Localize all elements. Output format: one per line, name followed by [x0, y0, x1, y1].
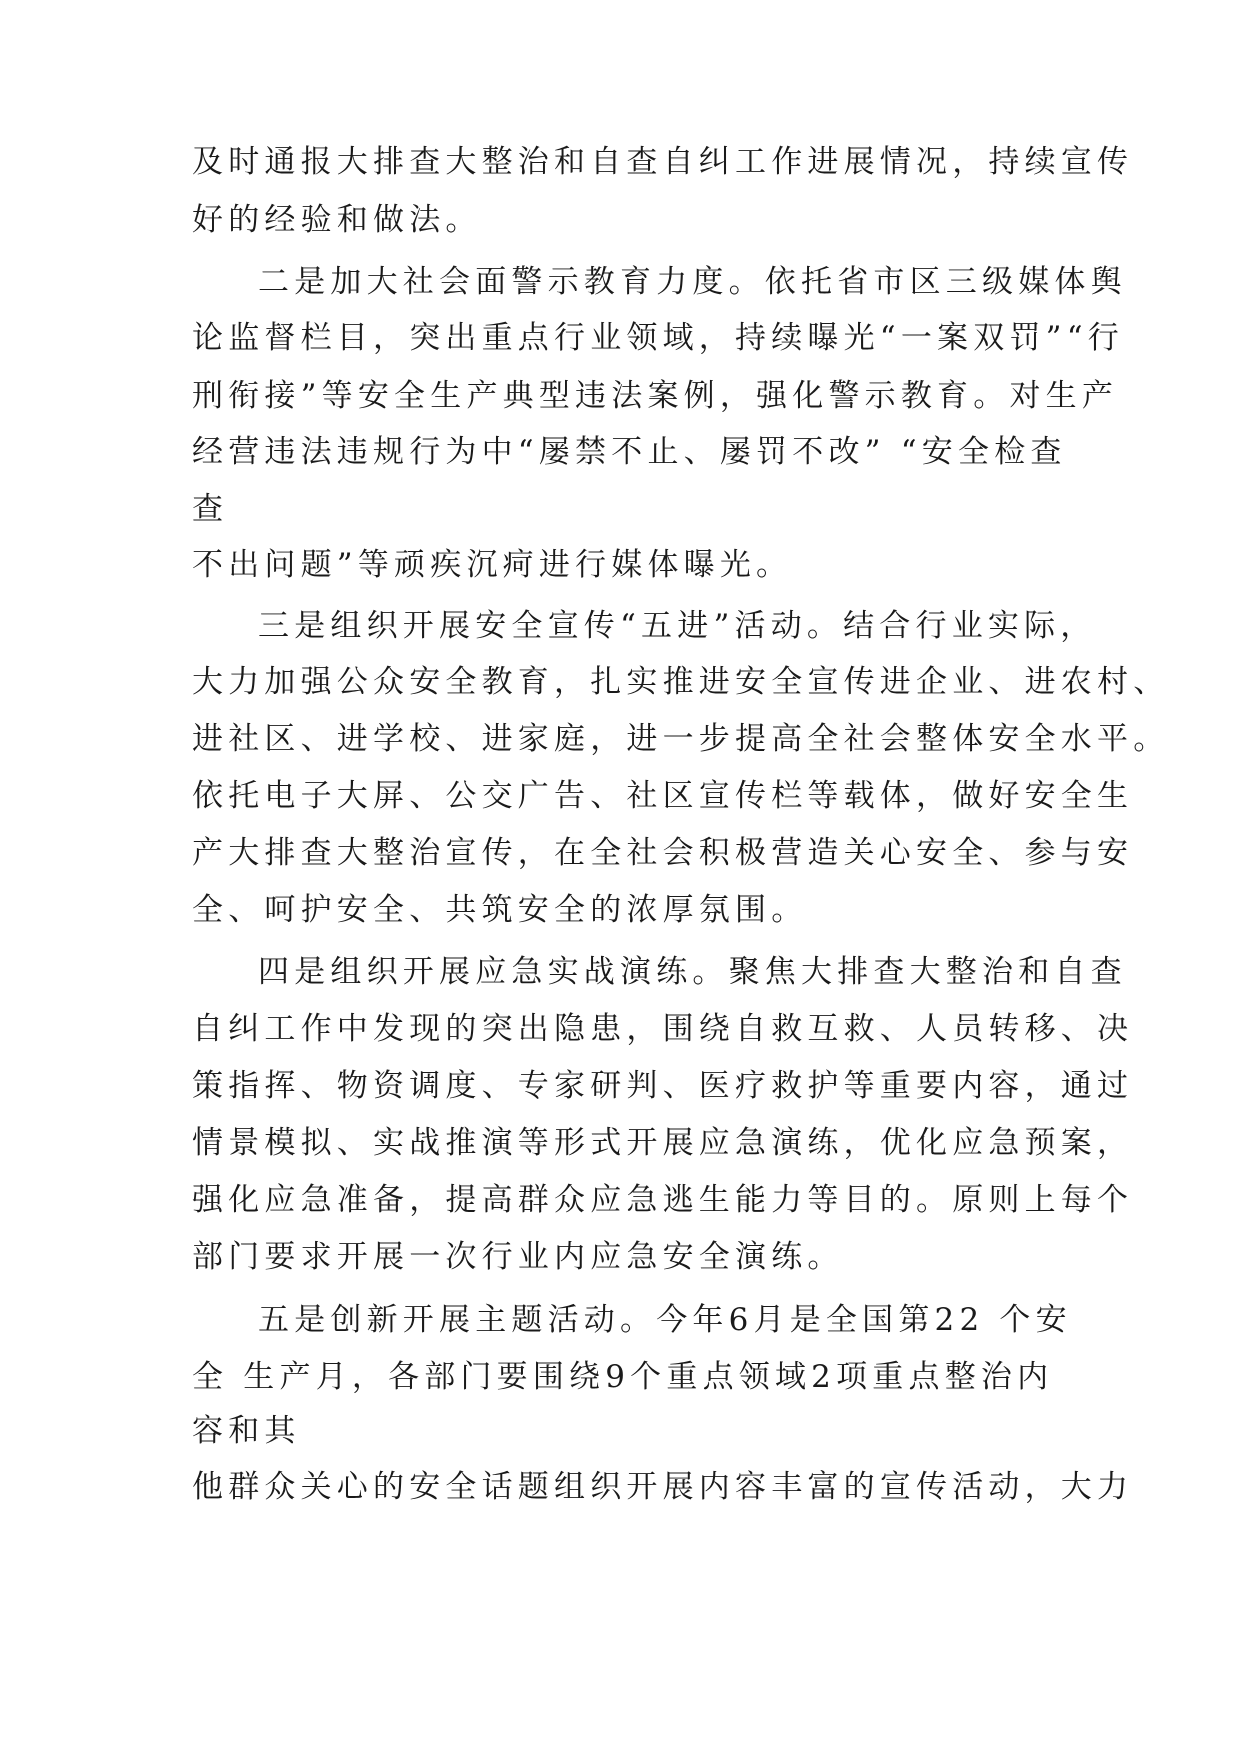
text-line: 大力加强公众安全教育，扎实推进安全宣传进企业、进农村、	[192, 664, 1170, 700]
text-line: 依托电子大屏、公交广告、社区宣传栏等载体，做好安全生	[192, 778, 1134, 814]
text-line: 情景模拟、实战推演等形式开展应急演练，优化应急预案，	[192, 1125, 1134, 1161]
text-line: 及时通报大排查大整治和自查自纠工作进展情况，持续宣传	[192, 144, 1134, 180]
text-line: 部门要求开展一次行业内应急安全演练。	[192, 1239, 844, 1275]
text-line: 自纠工作中发现的突出隐患，围绕自救互救、人员转移、决	[192, 1011, 1134, 1047]
paragraph-3-first-line: 三是组织开展安全宣传“五进”活动。结合行业实际，	[258, 608, 1097, 644]
text-line: 不出问题”等顽疾沉疴进行媒体曝光。	[192, 547, 793, 583]
text-line: 他群众关心的安全话题组织开展内容丰富的宣传活动，大力	[192, 1469, 1134, 1505]
paragraph-5-first-line: 五是创新开展主题活动。今年6月是全国第22 个安	[258, 1302, 1072, 1338]
text-line: 论监督栏目，突出重点行业领域，持续曝光“一案双罚”“行	[192, 320, 1124, 356]
paragraph-4-first-line: 四是组织开展应急实战演练。聚焦大排查大整治和自查	[258, 954, 1127, 990]
text-line: 查	[192, 491, 229, 527]
paragraph-2-first-line: 二是加大社会面警示教育力度。依托省市区三级媒体舆	[258, 264, 1127, 300]
text-line: 进社区、进学校、进家庭，进一步提高全社会整体安全水平。	[192, 721, 1170, 757]
text-line: 全、呵护安全、共筑安全的浓厚氛围。	[192, 892, 808, 928]
text-line: 策指挥、物资调度、专家研判、医疗救护等重要内容，通过	[192, 1068, 1134, 1104]
text-line: 全 生产月，各部门要围绕9个重点领域2项重点整治内	[192, 1359, 1054, 1395]
text-line: 强化应急准备，提高群众应急逃生能力等目的。原则上每个	[192, 1182, 1134, 1218]
text-line: 刑衔接”等安全生产典型违法案例，强化警示教育。对生产	[192, 378, 1119, 414]
text-line: 产大排查大整治宣传，在全社会积极营造关心安全、参与安	[192, 835, 1134, 871]
text-line: 容和其	[192, 1413, 301, 1449]
text-line: 经营违法违规行为中“屡禁不止、屡罚不改” “安全检查	[192, 434, 1067, 470]
text-line: 好的经验和做法。	[192, 202, 482, 238]
